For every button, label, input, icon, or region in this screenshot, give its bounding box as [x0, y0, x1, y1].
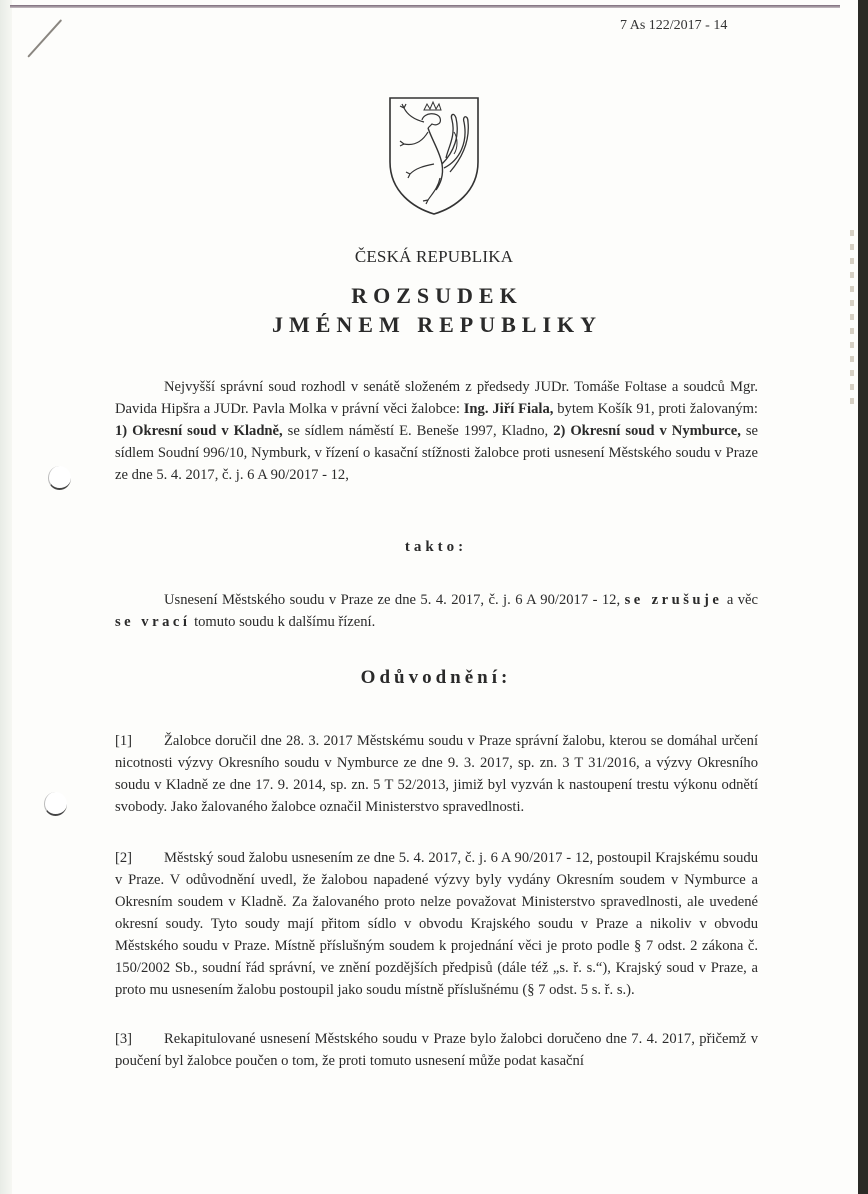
defendant-1: 1) Okresní soud v Kladně,: [115, 423, 283, 439]
punch-hole-top: [48, 466, 71, 490]
punch-hole-bottom: [44, 792, 67, 816]
scan-right-edge: [858, 0, 868, 1194]
scan-left-edge: [0, 0, 12, 1194]
verdict-annul: se zrušuje: [624, 592, 723, 608]
plaintiff-name: Ing. Jiří Fiala,: [463, 401, 554, 417]
paragraph-number: [3]: [115, 1031, 133, 1047]
intro-text-3: se sídlem náměstí E. Beneše 1997, Kladno,: [282, 423, 554, 439]
verdict-text-2: a věc: [722, 592, 759, 608]
intro-paragraph: [115, 376, 758, 486]
reasons-heading: Odůvodnění:: [360, 667, 512, 688]
intro-text-2: bytem Košík 91, proti žalovaným:: [553, 401, 758, 417]
scan-top-edge: [10, 5, 840, 8]
paragraph-text: Žalobce doručil dne 28. 3. 2017 Městskému soudu v Praze správní žalobu, kterou se domáhal určení nicotnosti výzvy Okresního soudu v Nymburce ze dne 9. 3. 2017, sp. zn. 3 T 31/2016, a výzvy Okresního soudu v Kladně ze dne 17. 9. 2014, sp. zn. 5 T 52/2013, jimiž byl vyzván k nastoupení trestu výkonu odnětí svobody. Jako žalovaného žalobce označil Ministerstvo spravedlnosti.: [115, 733, 758, 815]
judgment-subtitle: JMÉNEM REPUBLIKY: [271, 312, 603, 337]
reason-paragraph-1: [115, 730, 758, 818]
verdict-paragraph: [115, 589, 758, 633]
paragraph-number: [1]: [115, 733, 133, 749]
takto-heading: takto:: [404, 539, 468, 555]
reason-paragraph-3: [115, 1028, 758, 1072]
paragraph-text: Městský soud žalobu usnesením ze dne 5. 4. 2017, č. j. 6 A 90/2017 - 12, postoupil Krajskému soudu v Praze. V odůvodnění uvedl, že žalobou napadené výzvy byly vydány Okresním soudem v Nymburce a Okresním soudem v Kladně. Za žalovaného proto nelze považovat Ministerstvo spravedlnosti, ale uvedené okresní soudy. Tyto soudy mají přitom sídlo v obvodu Krajského soudu v Praze a nikoliv v obvodu Městského soudu v Praze. Místně příslušným soudem k projednání věci je proto podle § 7 odst. 2 zákona č. 150/2002 Sb., soudní řád správní, ve znění pozdějších předpisů (dále též „s. ř. s.“), Krajský soud v Praze, a proto mu usnesením žalobu postoupil jako soudu místně příslušnému (§ 7 odst. 5 s. ř. s.).: [115, 850, 758, 998]
coat-of-arms-icon: [384, 92, 484, 218]
country-heading: ČESKÁ REPUBLIKA: [354, 247, 514, 266]
intro-text-1: Nejvyšší správní soud rozhodl v senátě složeném z předsedy JUDr. Tomáše Foltase a soudců Mgr. Davida Hipšra a JUDr. Pavla Molka v právní věci žalobce:: [115, 379, 758, 417]
reason-paragraph-2: [115, 847, 758, 1001]
verdict-text-1: Usnesení Městského soudu v Praze ze dne 5. 4. 2017, č. j. 6 A 90/2017 - 12,: [164, 592, 625, 608]
intro-text-4: se sídlem Soudní 996/10, Nymburk, v řízení o kasační stížnosti žalobce proti usnesení Městského soudu v Praze ze dne 5. 4. 2017, č. j. 6 A 90/2017 - 12,: [115, 423, 759, 483]
verdict-return: se vrací: [115, 614, 191, 630]
judgment-title: ROZSUDEK: [351, 283, 523, 308]
paragraph-number: [2]: [115, 850, 133, 866]
case-number: 7 As 122/2017 - 14: [620, 18, 728, 33]
staple-mark: [27, 19, 62, 57]
paragraph-text: Rekapitulované usnesení Městského soudu v Praze bylo žalobci doručeno dne 7. 4. 2017, přičemž v poučení byl žalobce poučen o tom, že proti tomuto usnesení může podat kasační: [115, 1031, 758, 1069]
verdict-text-3: tomuto soudu k dalšímu řízení.: [190, 614, 376, 630]
defendant-2: 2) Okresní soud v Nymburce,: [553, 423, 741, 439]
